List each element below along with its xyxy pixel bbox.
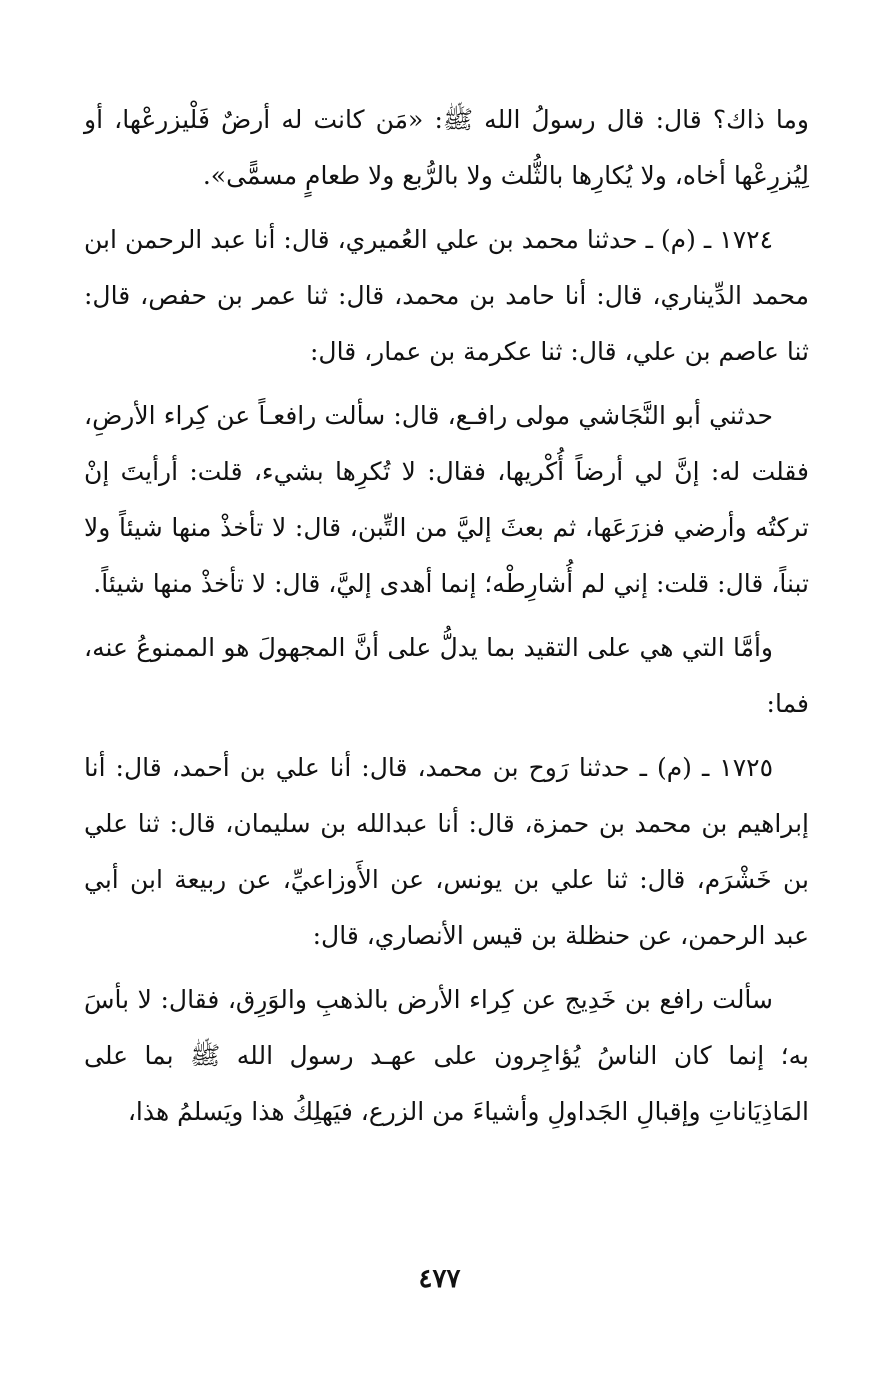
paragraph-hadith-1724-matn: حدثني أبو النَّجَاشي مولى رافـع، قال: سألت رافعـاً عن كِراء الأرضِ، فقلت له: إنَّ لي أرضاً أُكْريها، فقال: لا تُكرِها بشيء، قلت: أرأيتَ إنْ تركتُه وأرضي فزرَعَها، ثم بعثَ إليَّ من التِّبن، قال: لا تأخذْ منها شيئاً ولا تبناً، قال: قلت: إني لم أُشارِطْه؛ إنما أهدى إليَّ، قال: لا تأخذْ منها شيئاً. [84, 401, 809, 598]
paragraph-commentary: وأمَّا التي هي على التقيد بما يدلُّ على أنَّ المجهولَ هو الممنوعُ عنه، فما: [84, 633, 809, 718]
paragraph-hadith-1725-matn: سألت رافع بن خَدِيج عن كِراء الأرض بالذهبِ والوَرِق، فقال: لا بأسَ به؛ إنما كان الناسُ يُؤاجِرون على عهـد رسول الله ﷺ بما على المَاذِيَاناتِ وإقبالِ الجَداولِ وأشياءَ من الزرع، فيَهلِكُ هذا ويَسلمُ هذا، [84, 985, 809, 1126]
paragraph-hadith-1725-isnad: ١٧٢٥ ـ (م) ـ حدثنا رَوح بن محمد، قال: أنا علي بن أحمد، قال: أنا إبراهيم بن محمد بن حمزة، قال: أنا عبدالله بن سليمان، قال: ثنا علي بن خَشْرَم، قال: ثنا علي بن يونس، عن الأَوزاعيِّ، عن ربيعة ابن أبي عبد الرحمن، عن حنظلة بن قيس الأنصاري، قال: [84, 753, 809, 950]
paragraph-hadith-1724-isnad: ١٧٢٤ ـ (م) ـ حدثنا محمد بن علي العُميري، قال: أنا عبد الرحمن ابن محمد الدِّيناري، قال: أنا حامد بن محمد، قال: ثنا عمر بن حفص، قال: ثنا عاصم بن علي، قال: ثنا عكرمة بن عمار، قال: [84, 225, 809, 366]
page-number: ٤٧٧ [418, 1264, 461, 1294]
paragraph-hadith-continuation: وما ذاك؟ قال: قال رسولُ الله ﷺ: «مَن كانت له أرضٌ فَلْيزرعْها، أو لِيُزرِعْها أخاه، ولا يُكارِها بالثُّلث ولا بالرُّبع ولا طعامٍ مسمًّى». [84, 105, 809, 190]
